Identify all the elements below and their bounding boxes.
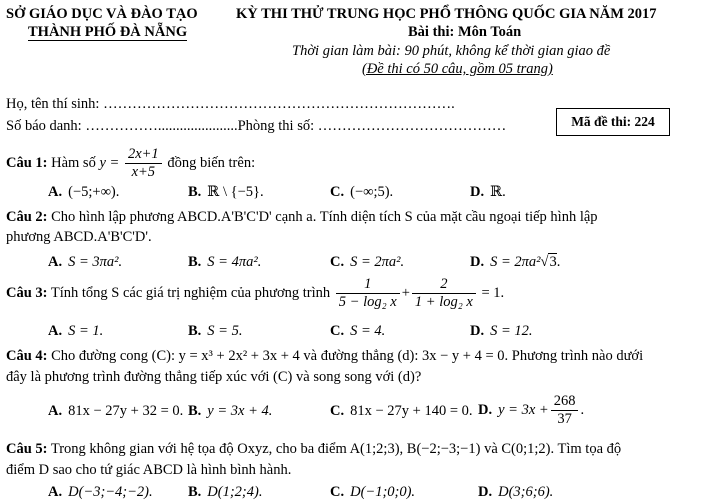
exam-title: KỲ THI THỬ TRUNG HỌC PHỔ THÔNG QUỐC GIA NĂM 2017 (236, 6, 657, 22)
question-1 (6, 146, 255, 181)
denominator: 1 + log₂ x (414, 294, 473, 310)
question-5 (6, 441, 621, 458)
q3-answer-d: D. S = 12. (470, 323, 533, 339)
candidate-name-line: Họ, tên thí sinh: ………………………………………………………………. (6, 96, 455, 112)
fraction-2 (412, 276, 476, 311)
question-text-line1: Cho hình lập phương ABCD.A'B'C'D' cạnh a. Tính diện tích S của mặt cầu ngoại tiếp hình lập (51, 209, 598, 225)
question-text: Tính tổng S các giá trị nghiệm của phương trình (50, 284, 331, 301)
q2-answer-b: B. S = 4πa². (188, 254, 262, 270)
question-2 (6, 209, 598, 226)
duration-line: Thời gian làm bài: 90 phút, không kể thời gian giao đề (292, 43, 611, 59)
candidate-id-line: Số báo danh: ……………......................Phòng thi số: ………………………………… (6, 118, 507, 134)
q4-answer-a: A. 81x − 27y + 32 = 0. (48, 403, 184, 419)
question-label: Câu 3: (6, 284, 48, 301)
denominator: x+5 (131, 164, 156, 180)
q5-answer-c: C. D(−1;0;0). (330, 484, 416, 500)
numerator: 1 (336, 276, 400, 294)
subject-line: Bài thi: Môn Toán (408, 24, 522, 40)
question-2-line2: phương ABCD.A'B'C'D'. (6, 229, 152, 245)
q5-answer-b: B. D(1;2;4). (188, 484, 263, 500)
question-text-after: đồng biến trên: (167, 154, 256, 171)
q1-answer-a: A. (−5;+∞). (48, 184, 120, 200)
fraction-1 (336, 276, 400, 311)
q5-answer-d: D. D(3;6;6). (478, 484, 554, 500)
question-3 (6, 276, 504, 311)
q2-answer-d: D. S = 2πa²√3. (470, 254, 561, 270)
question-4-line2: đây là phương trình đường thẳng tiếp xúc với (C) và song song với (d)? (6, 369, 422, 385)
numerator: 2 (412, 276, 476, 294)
q1-answer-c: C. (−∞;5). (330, 184, 394, 200)
q2-answer-c: C. S = 2πa². (330, 254, 405, 270)
question-5-line2: điểm D sao cho tứ giác ABCD là hình bình hành. (6, 462, 292, 478)
q3-answer-b: B. S = 5. (188, 323, 243, 339)
sqrt-radicand: 3 (549, 254, 557, 270)
math-y-eq: y = (99, 154, 120, 171)
fraction: $\frac{268}{37}$ (551, 393, 579, 428)
q4-answer-b: B. y = 3x + 4. (188, 403, 273, 419)
question-label: Câu 2: (6, 209, 48, 225)
question-label: Câu 5: (6, 441, 48, 457)
question-text-after: = 1. (481, 284, 505, 301)
q4-answer-d: D. y = 3x + $\frac{268}{37}$ . (478, 393, 585, 427)
department-line-2: THÀNH PHỐ ĐÀ NẴNG (28, 24, 188, 40)
question-label: Câu 1: (6, 154, 48, 171)
fraction (125, 146, 162, 181)
q1-answer-d: D. ℝ. (470, 184, 506, 200)
question-4 (6, 348, 643, 365)
numerator: 2x+1 (125, 146, 162, 164)
plus-sign: + (401, 284, 410, 301)
denominator: 5 − log₂ x (338, 294, 397, 310)
q3-answer-a: A. S = 1. (48, 323, 104, 339)
department-line-1: SỞ GIÁO DỤC VÀ ĐÀO TẠO (6, 6, 198, 22)
exam-code-box: Mã đề thi: 224 (556, 108, 670, 136)
q4-answer-c: C. 81x − 27y + 140 = 0. (330, 403, 473, 419)
pages-note: (Đề thi có 50 câu, gồm 05 trang) (362, 61, 553, 77)
q3-answer-c: C. S = 4. (330, 323, 386, 339)
q2-answer-a: A. S = 3πa². (48, 254, 123, 270)
question-label: Câu 4: (6, 348, 48, 364)
question-text: Hàm số (51, 154, 96, 171)
q1-answer-b: B. ℝ \ {−5}. (188, 184, 264, 200)
question-text-line1: Trong không gian với hệ tọa độ Oxyz, cho ba điểm A(1;2;3), B(−2;−3;−1) và C(0;1;2). Tìm tọa độ (50, 441, 622, 457)
question-text-line1: Cho đường cong (C): y = x³ + 2x² + 3x + 4 và đường thẳng (d): 3x − y + 4 = 0. Phương trình nào dưới (51, 348, 644, 364)
q5-answer-a: A. D(−3;−4;−2). (48, 484, 153, 500)
